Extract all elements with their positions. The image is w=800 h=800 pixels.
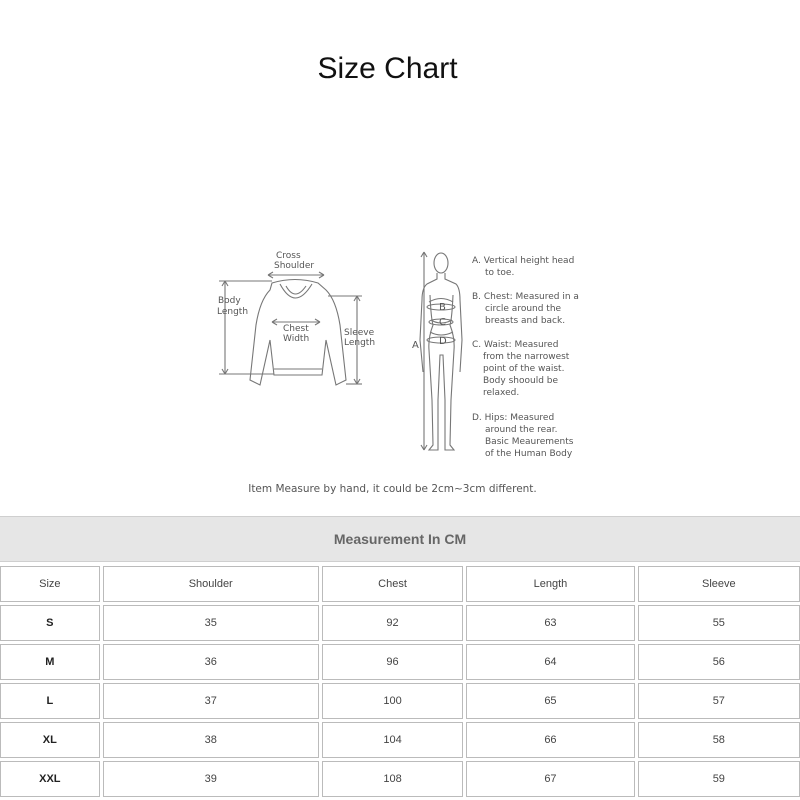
legend-d-line3: Basic Meaurements <box>485 437 574 447</box>
legend-d-line1: D. Hips: Measured <box>472 413 555 423</box>
width-label: Width <box>283 334 310 344</box>
chest-cell: 96 <box>322 644 463 680</box>
sleeve-label: Sleeve <box>344 328 375 338</box>
sleeve-cell: 55 <box>638 605 800 641</box>
legend-a-line1: A. Vertical height head <box>472 256 575 266</box>
letter-a: A <box>412 340 419 351</box>
size-cell: L <box>0 683 100 719</box>
size-cell: XXL <box>0 761 100 797</box>
length-cell: 67 <box>466 761 634 797</box>
measurement-legend <box>472 256 579 459</box>
shoulder-cell: 35 <box>103 605 319 641</box>
header-length: Length <box>466 566 634 602</box>
size-cell: XL <box>0 722 100 758</box>
table-row <box>0 761 800 797</box>
legend-d-line4: of the Human Body <box>485 449 573 459</box>
sleeve-cell: 59 <box>638 761 800 797</box>
chest-label: Chest <box>283 324 309 334</box>
measure-note: Item Measure by hand, it could be 2cm~3cm different. <box>248 483 537 495</box>
table-row <box>0 722 800 758</box>
body-illustration <box>420 252 462 450</box>
letter-c: C <box>439 317 446 328</box>
header-chest: Chest <box>322 566 463 602</box>
sleeve-cell: 58 <box>638 722 800 758</box>
shoulder-label: Shoulder <box>274 261 315 271</box>
shoulder-cell: 37 <box>103 683 319 719</box>
table-row <box>0 605 800 641</box>
length-cell: 63 <box>466 605 634 641</box>
length-cell: 65 <box>466 683 634 719</box>
header-size: Size <box>0 566 100 602</box>
sleeve-cell: 57 <box>638 683 800 719</box>
header-sleeve: Sleeve <box>638 566 800 602</box>
chest-cell: 100 <box>322 683 463 719</box>
size-cell: M <box>0 644 100 680</box>
legend-c-line5: relaxed. <box>483 388 520 398</box>
sleeve-cell: 56 <box>638 644 800 680</box>
chest-cell: 108 <box>322 761 463 797</box>
legend-c-line4: Body shoould be <box>483 376 559 386</box>
sleeve-length-label: Length <box>344 338 376 348</box>
letter-b: B <box>439 302 446 313</box>
shoulder-cell: 39 <box>103 761 319 797</box>
legend-b-line3: breasts and back. <box>485 316 566 326</box>
chest-cell: 92 <box>322 605 463 641</box>
shoulder-cell: 36 <box>103 644 319 680</box>
body-length-label: Length <box>217 307 249 317</box>
size-table <box>0 516 800 800</box>
size-cell: S <box>0 605 100 641</box>
length-cell: 64 <box>466 644 634 680</box>
page-title: Size Chart <box>317 52 458 85</box>
chest-cell: 104 <box>322 722 463 758</box>
table-grid <box>0 566 800 800</box>
legend-c-line2: from the narrowest <box>483 352 570 362</box>
legend-d-line2: around the rear. <box>485 425 558 435</box>
body-label: Body <box>218 296 241 306</box>
table-row <box>0 683 800 719</box>
cross-label: Cross <box>276 251 301 261</box>
table-row <box>0 644 800 680</box>
table-caption: Measurement In CM <box>333 531 467 547</box>
legend-a-line2: to toe. <box>485 268 515 278</box>
table-caption-bar <box>0 516 800 562</box>
legend-b-line1: B. Chest: Measured in a <box>472 292 579 302</box>
legend-c-line3: point of the waist. <box>483 364 565 374</box>
legend-c-line1: C. Waist: Measured <box>472 340 559 350</box>
header-shoulder: Shoulder <box>103 566 319 602</box>
shoulder-cell: 38 <box>103 722 319 758</box>
letter-d: D <box>439 336 447 347</box>
table-header-row <box>0 566 800 602</box>
length-cell: 66 <box>466 722 634 758</box>
legend-b-line2: circle around the <box>485 304 562 314</box>
